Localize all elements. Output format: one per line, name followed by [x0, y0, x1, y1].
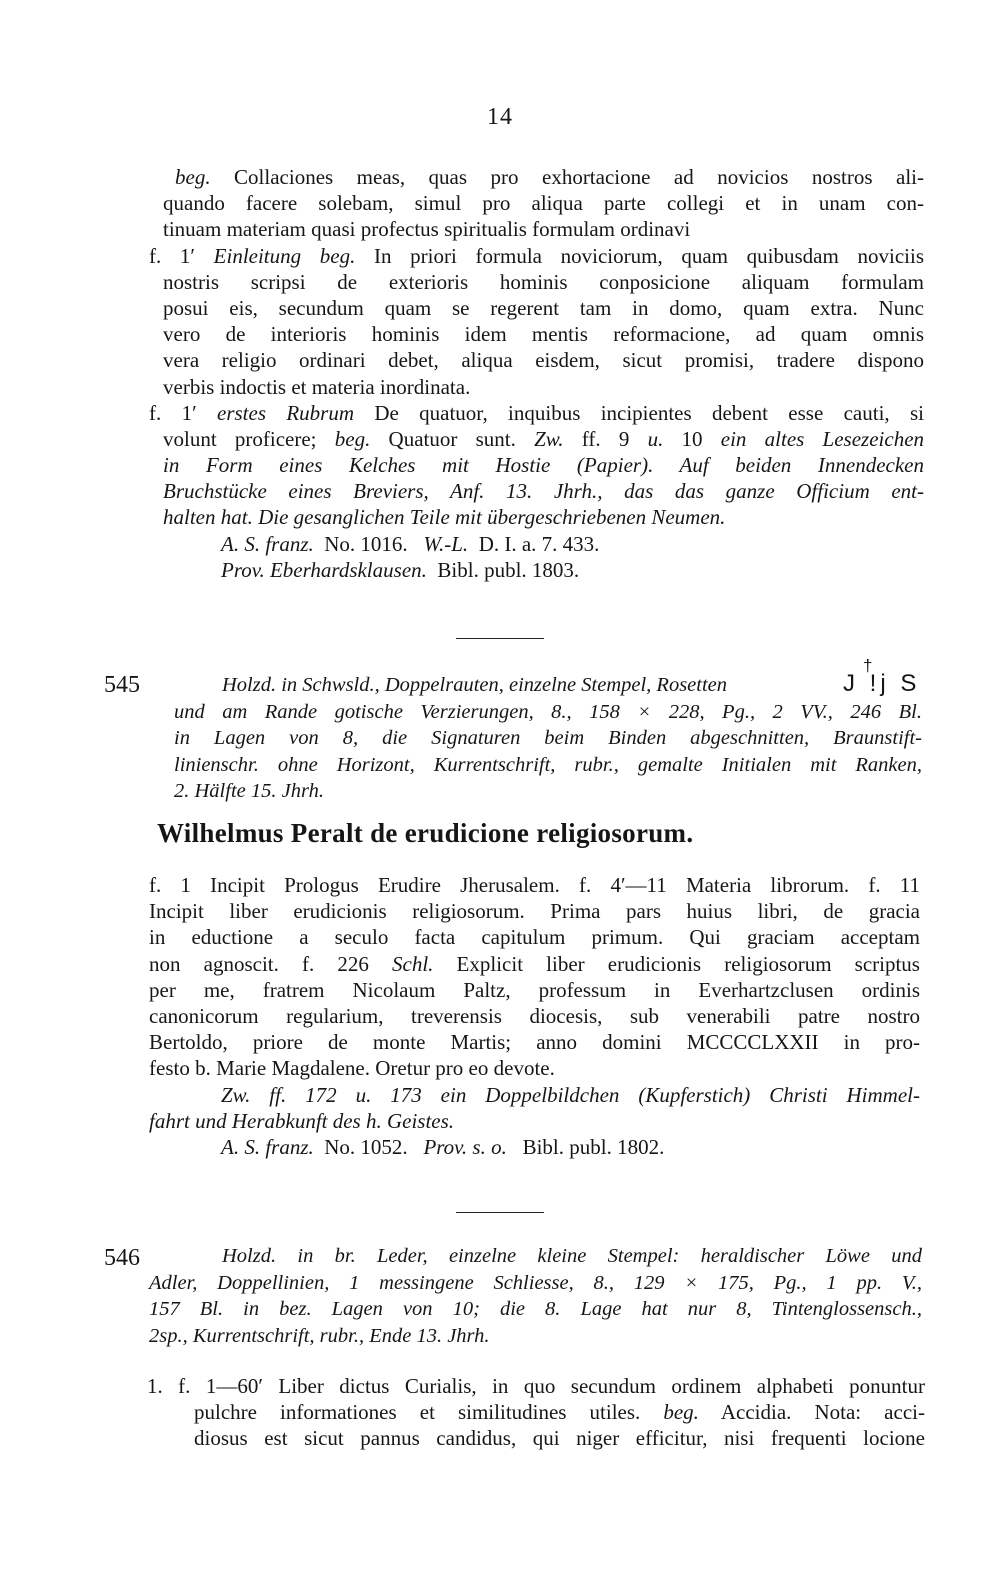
text-segment: vero de interioris hominis idem mentis reformacione, ad quam omnis: [163, 322, 924, 347]
entry-545-description: [174, 656, 922, 805]
text-line: [149, 872, 920, 898]
text-line: [163, 504, 924, 530]
entry-546-description: [149, 1243, 922, 1349]
page-number: 14: [487, 104, 513, 130]
text-segment: Bibl. publ. 1802.: [522, 1134, 665, 1159]
text-line: [163, 295, 924, 321]
text-line: [163, 478, 924, 504]
text-segment: nostris scripsi de exterioris hominis conposicione aliquam formulam: [163, 269, 924, 294]
text-line: [163, 374, 924, 400]
italic-segment: in Form eines Kelches mit Hostie (Papier). Auf beiden Innendecken: [163, 453, 924, 478]
text-segment: No. 1052.: [324, 1134, 408, 1159]
text-line: [163, 269, 924, 295]
text-segment: f. 1 Incipit Prologus Erudire Jherusalem. f. 4′—11 Materia librorum. f. 11: [149, 873, 920, 897]
text-line: [149, 924, 920, 950]
description-line: linienschr. ohne Horizont, Kurrentschrift, rubr., gemalte Initialen mit Ranken,: [174, 753, 922, 776]
italic-segment: halten hat. Die gesanglichen Teile mit übergeschriebenen Neumen.: [163, 505, 726, 530]
italic-segment: beg.: [175, 165, 211, 189]
separator-rule: [456, 1212, 544, 1213]
text-segment: diosus est sicut pannus candidus, qui niger efficitur, nisi frequenti locione: [194, 1426, 925, 1451]
entry-number: 545: [104, 672, 140, 698]
text-segment: Bibl. publ. 1803.: [437, 557, 580, 582]
italic-segment: beg.: [334, 426, 371, 451]
separator-rule: [456, 638, 544, 639]
text-segment: verbis indoctis et materia inordinata.: [163, 374, 471, 399]
text-line: [147, 1373, 925, 1399]
italic-segment: Prov. s. o.: [423, 1134, 507, 1159]
text-segment: Bertoldo, priore de monte Martis; anno domini MCCCCLXXII in pro-: [149, 1030, 920, 1055]
text-segment: Explicit liber erudicionis religiosorum scriptus: [433, 951, 920, 976]
italic-segment: Schl.: [392, 951, 434, 976]
entry-number: 546: [104, 1245, 140, 1271]
text-segment: [408, 1135, 424, 1159]
text-segment: 1. f. 1—60′ Liber dictus Curialis, in quo secundum ordinem alphabeti ponuntur: [147, 1374, 925, 1398]
description-line: 2. Hälfte 15. Jhrh.: [174, 780, 324, 803]
stamp-letters: † J ǃj S: [843, 656, 921, 697]
note-line: Zw. ff. 172 u. 173 ein Doppelbildchen (Kupferstich) Christi Himmel-: [221, 1082, 920, 1107]
text-line: [163, 347, 924, 373]
italic-segment: Prov.: [221, 557, 265, 582]
text-line: [149, 1003, 920, 1029]
text-line: [147, 1425, 925, 1451]
text-segment: per me, fratrem Nicolaum Paltz, professum in Everhartzclusen ordinis: [149, 977, 920, 1002]
description-line: in Lagen von 8, die Signaturen beim Binden abgeschnitten, Braunstift-: [174, 727, 922, 750]
text-segment: vera religio ordinari debet, aliqua eisdem, sicut promisi, tradere dispono: [163, 348, 924, 373]
text-segment: [468, 532, 479, 556]
italic-segment: Zw.: [534, 426, 564, 451]
text-segment: D. I. a. 7. 433.: [478, 531, 600, 556]
text-segment: Quatuor sunt.: [370, 426, 535, 451]
description-line: 2sp., Kurrentschrift, rubr., Ende 13. Jhrh.: [149, 1324, 490, 1347]
text-line: [149, 1055, 920, 1081]
description-line: Holzd. in br. Leder, einzelne kleine Stempel: heraldischer Löwe und: [222, 1245, 922, 1267]
text-segment: [314, 532, 325, 556]
text-segment: volunt proficere;: [163, 426, 335, 451]
text-segment: 10: [663, 426, 721, 451]
stamp-mark: †: [863, 656, 877, 675]
italic-segment: ein altes Lesezeichen: [720, 426, 925, 451]
text-line: [163, 426, 924, 452]
text-line: [163, 216, 924, 242]
text-segment: f. 1′: [149, 243, 214, 268]
text-segment: f. 1′: [149, 400, 217, 425]
description-line: Adler, Doppellinien, 1 messingene Schliesse, 8., 129 × 175, Pg., 1 pp. V.,: [149, 1271, 922, 1294]
text-segment: [427, 558, 438, 582]
text-segment: In priori formula noviciorum, quam quibusdam noviciis: [355, 243, 924, 268]
text-segment: posui eis, secundum quam se regerent tam in domo, quam extra. Nunc: [163, 295, 924, 320]
text-line: [149, 243, 924, 269]
text-line: [149, 951, 920, 977]
signature-line: [163, 531, 924, 557]
italic-segment: Eberhardsklausen.: [269, 557, 427, 582]
text-segment: [314, 1135, 325, 1159]
text-segment: ff. 9: [563, 426, 648, 451]
text-line: [163, 321, 924, 347]
text-segment: No. 1016.: [324, 531, 408, 556]
italic-segment: erstes Rubrum: [217, 400, 354, 425]
text-segment: Incipit liber erudicionis religiosorum. Prima pars huius libri, de gracia: [149, 899, 920, 924]
text-segment: [507, 1135, 523, 1159]
italic-segment: A. S. franz.: [221, 531, 314, 556]
description-line: 157 Bl. in bez. Lagen von 10; die 8. Lage hat nur 8, Tintenglossensch.,: [149, 1298, 922, 1321]
description-line: Holzd. in Schwsld., Doppelrauten, einzelne Stempel, Rosetten: [222, 674, 728, 696]
description-line: und am Rande gotische Verzierungen, 8., 158 × 228, Pg., 2 VV., 246 Bl.: [174, 700, 922, 723]
entry-546-text: [147, 1373, 925, 1452]
italic-segment: W.-L.: [423, 531, 469, 556]
text-line: [163, 164, 924, 190]
provenance-line: [163, 557, 924, 583]
text-segment: tinuam materiam quasi profectus spiritualis formulam ordinavi: [163, 217, 691, 242]
text-line: [163, 452, 924, 478]
entry-545-title: Wilhelmus Peralt de erudicione religiosorum.: [157, 818, 694, 848]
text-segment: pulchre informationes et similitudines utiles.: [194, 1400, 664, 1425]
text-line: [163, 190, 924, 216]
text-segment: Collaciones meas, quas pro exhortacione ad novicios nostros ali-: [210, 165, 924, 189]
text-segment: canonicorum regularium, treverensis diocesis, sub venerabili patre nostro: [149, 1003, 920, 1028]
text-line: [149, 898, 920, 924]
text-line: [149, 977, 920, 1003]
text-segment: in eductione a seculo facta capitulum primum. Qui graciam acceptam: [149, 925, 920, 950]
text-segment: De quatuor, inquibus incipientes debent esse cauti, si: [354, 400, 925, 425]
entry-544-continuation: [149, 164, 925, 583]
text-line: [147, 1399, 925, 1425]
italic-segment: u.: [647, 426, 664, 451]
text-segment: non agnoscit. f. 226: [149, 951, 392, 976]
note-line: fahrt und Herabkunft des h. Geistes.: [149, 1108, 455, 1133]
text-segment: quando facere solebam, simul pro aliqua parte collegi et in unam con-: [163, 191, 924, 216]
text-segment: [408, 532, 424, 556]
text-line: [149, 400, 924, 426]
text-segment: Accidia. Nota: acci-: [698, 1400, 925, 1425]
entry-545-text: [149, 872, 920, 1160]
signature-line: [163, 1134, 920, 1160]
italic-segment: A. S. franz.: [221, 1134, 314, 1159]
italic-segment: Einleitung beg.: [213, 243, 356, 268]
italic-segment: Bruchstücke eines Breviers, Anf. 13. Jhrh., das das ganze Officium ent-: [163, 479, 924, 504]
text-segment: festo b. Marie Magdalene. Oretur pro eo devote.: [149, 1056, 555, 1081]
italic-segment: beg.: [663, 1400, 699, 1425]
text-line: [149, 1029, 920, 1055]
